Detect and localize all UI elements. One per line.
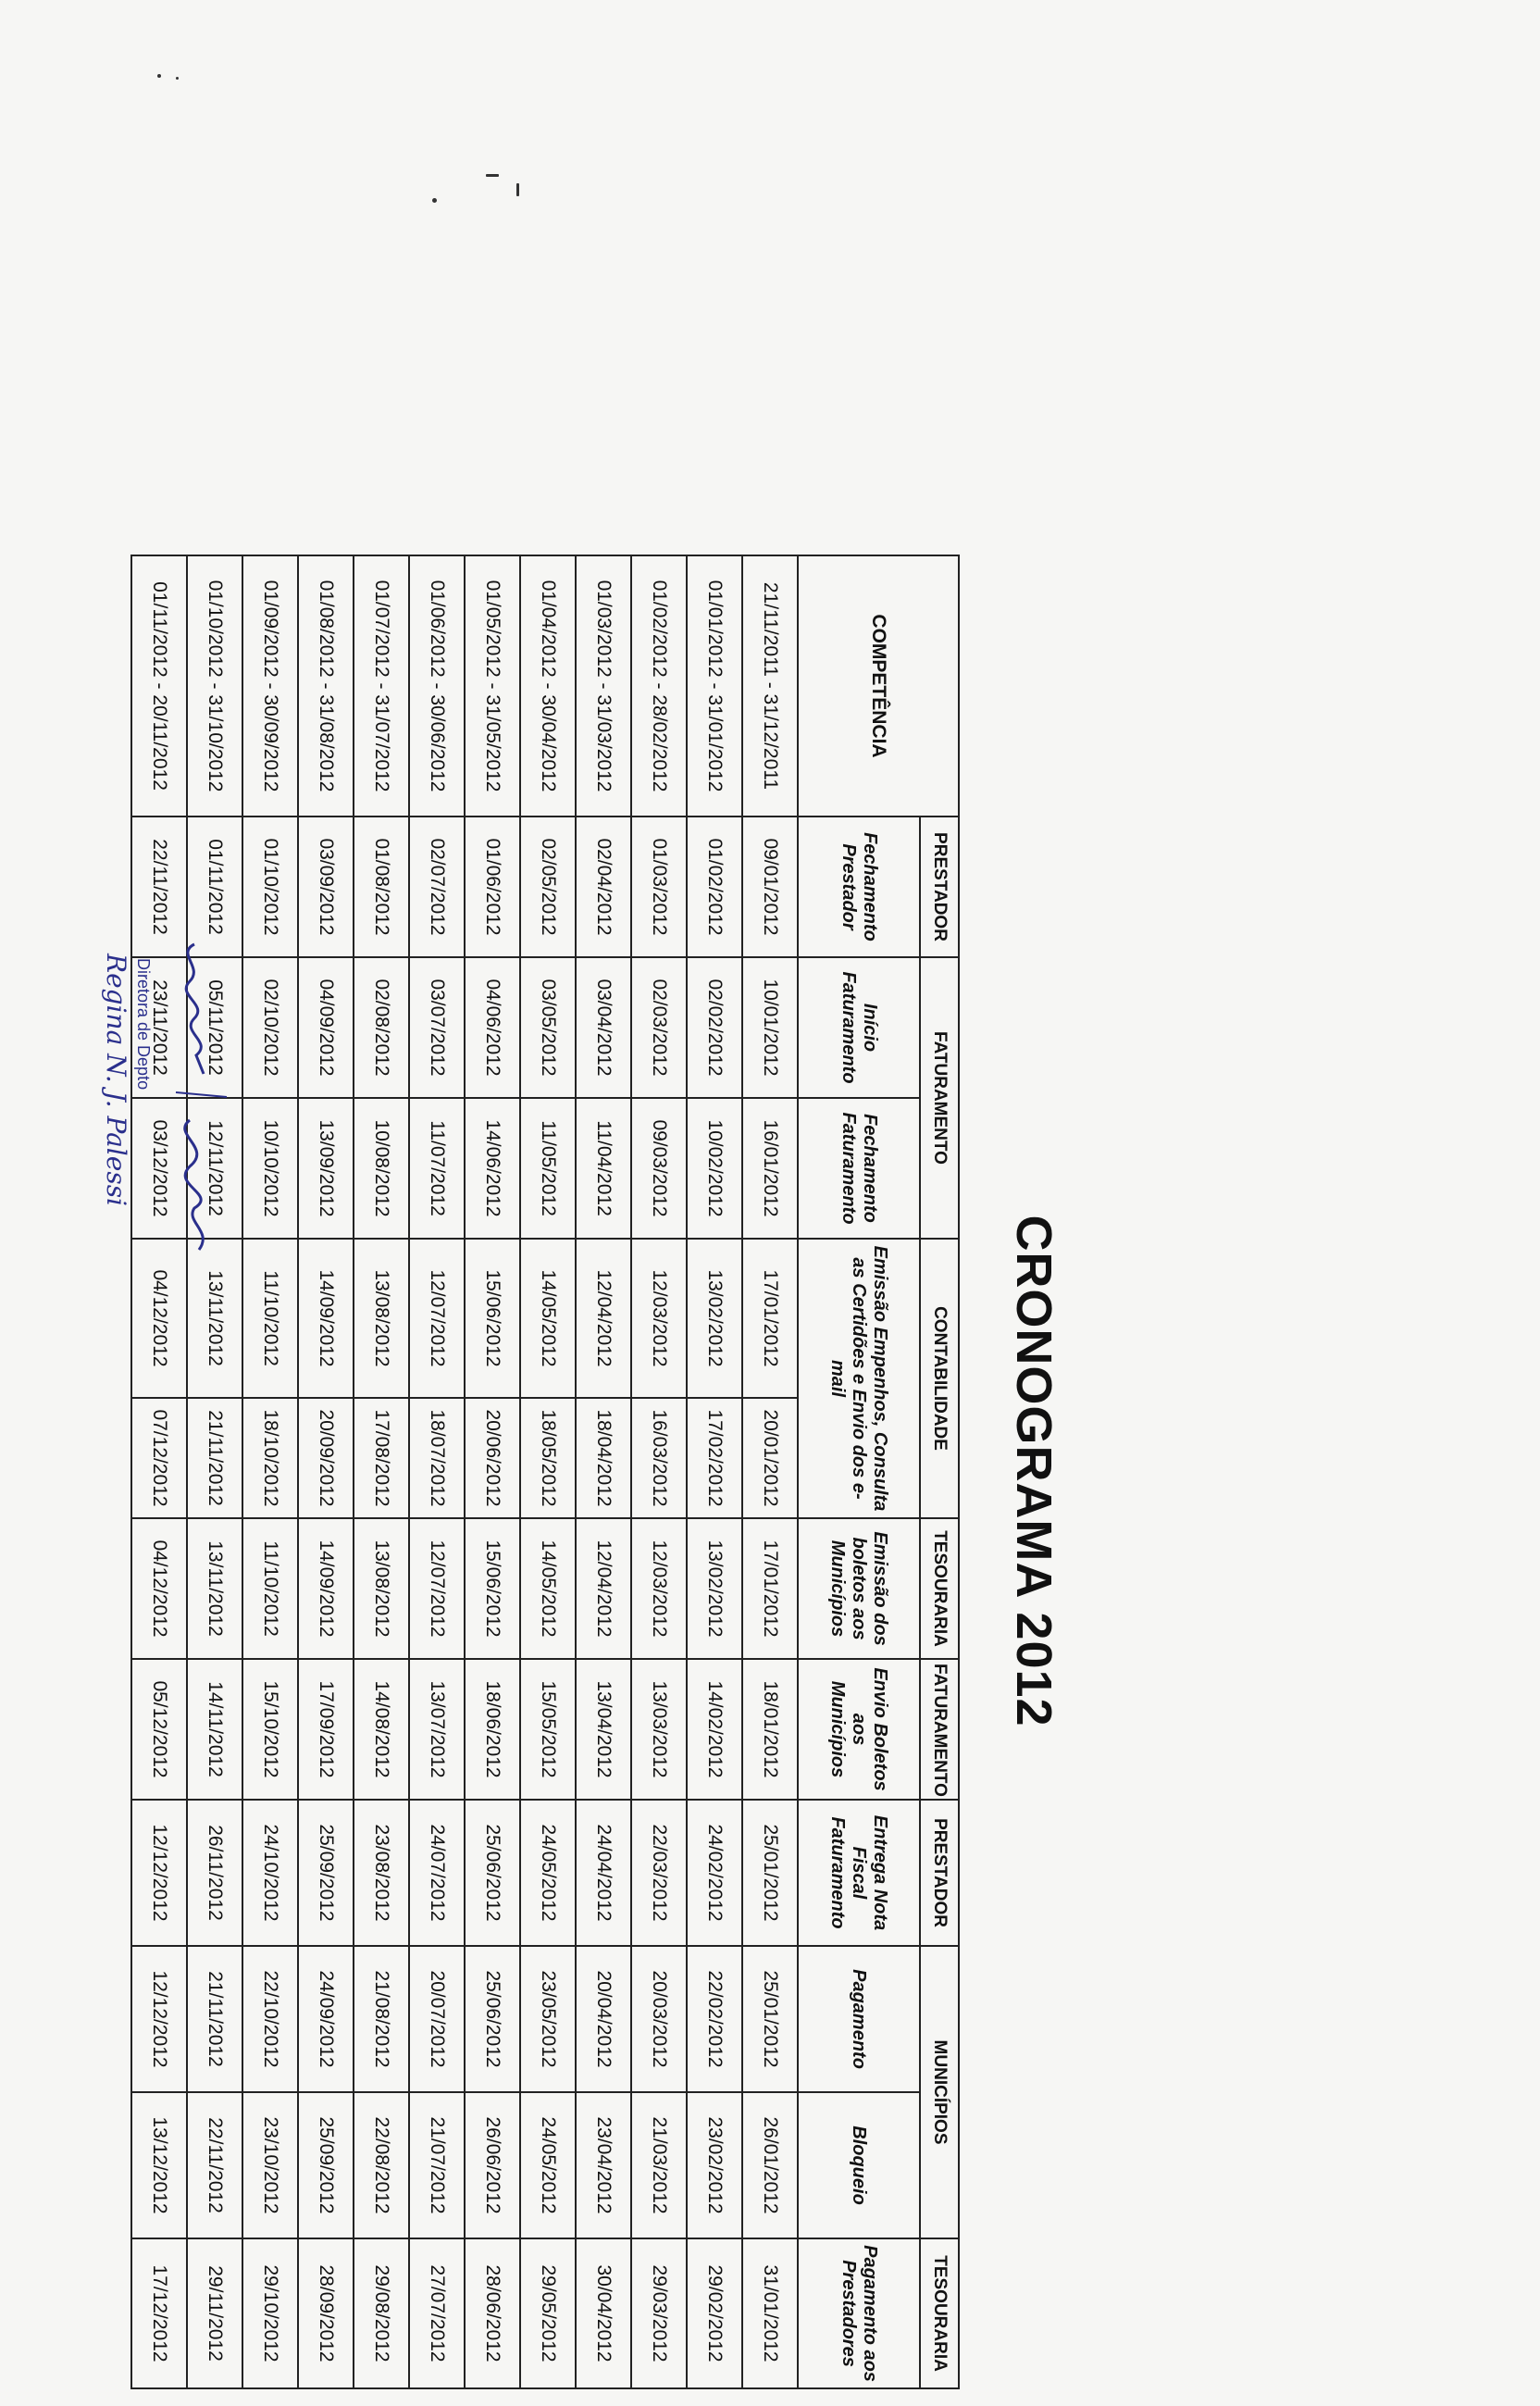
date-cell: 20/09/2012: [298, 1398, 354, 1518]
handwritten-signature: [139, 926, 278, 1342]
date-cell: 13/12/2012: [131, 2092, 187, 2238]
signer-name: Regina N. J. Palessi: [101, 954, 131, 1207]
date-cell: 26/01/2012: [742, 2092, 798, 2238]
date-cell: 16/01/2012: [742, 1098, 798, 1239]
date-cell: 12/03/2012: [631, 1239, 687, 1398]
date-cell: 11/10/2012: [242, 1239, 298, 1398]
group-contabilidade: CONTABILIDADE: [920, 1239, 959, 1518]
date-cell: 14/11/2012: [187, 1659, 242, 1800]
header-competencia: COMPETÊNCIA: [798, 555, 959, 817]
date-cell: 14/02/2012: [687, 1659, 742, 1800]
date-cell: 13/08/2012: [354, 1239, 409, 1398]
date-cell: 01/11/2012: [187, 817, 242, 957]
date-cell: 20/04/2012: [576, 1946, 631, 2092]
date-cell: 17/02/2012: [687, 1398, 742, 1518]
table-row: [409, 555, 465, 2388]
date-cell: 24/10/2012: [242, 1800, 298, 1946]
schedule-table: [130, 555, 960, 2389]
date-cell: 18/07/2012: [409, 1398, 465, 1518]
rotated-schedule-page: [57, 536, 1094, 2406]
date-cell: 15/05/2012: [520, 1659, 576, 1800]
date-cell: 11/07/2012: [409, 1098, 465, 1239]
competencia-cell: 01/03/2012 - 31/03/2012: [576, 555, 631, 817]
date-cell: 13/11/2012: [187, 1518, 242, 1659]
date-cell: 27/07/2012: [409, 2238, 465, 2388]
date-cell: 22/08/2012: [354, 2092, 409, 2238]
date-cell: 30/04/2012: [576, 2238, 631, 2388]
date-cell: 26/06/2012: [465, 2092, 520, 2238]
date-cell: 18/10/2012: [242, 1398, 298, 1518]
table-row: [298, 555, 354, 2388]
date-cell: 29/05/2012: [520, 2238, 576, 2388]
date-cell: 24/07/2012: [409, 1800, 465, 1946]
group-faturamento: FATURAMENTO: [920, 957, 959, 1239]
date-cell: 13/09/2012: [298, 1098, 354, 1239]
date-cell: 12/11/2012: [187, 1098, 242, 1239]
date-cell: 09/03/2012: [631, 1098, 687, 1239]
date-cell: 12/07/2012: [409, 1518, 465, 1659]
date-cell: 28/06/2012: [465, 2238, 520, 2388]
date-cell: 01/03/2012: [631, 817, 687, 957]
date-cell: 23/11/2012: [131, 957, 187, 1098]
date-cell: 02/03/2012: [631, 957, 687, 1098]
date-cell: 04/09/2012: [298, 957, 354, 1098]
date-cell: 12/07/2012: [409, 1239, 465, 1398]
date-cell: 01/08/2012: [354, 817, 409, 957]
date-cell: 03/09/2012: [298, 817, 354, 957]
date-cell: 12/04/2012: [576, 1239, 631, 1398]
date-cell: 24/05/2012: [520, 2092, 576, 2238]
date-cell: 13/07/2012: [409, 1659, 465, 1800]
group-tesouraria: TESOURARIA: [920, 1518, 959, 1659]
date-cell: 21/11/2012: [187, 1398, 242, 1518]
table-row: [187, 555, 242, 2388]
date-cell: 11/05/2012: [520, 1098, 576, 1239]
header-entrega-nota: Entrega Nota Fiscal Faturamento: [798, 1800, 920, 1946]
date-cell: 24/04/2012: [576, 1800, 631, 1946]
date-cell: 01/10/2012: [242, 817, 298, 957]
date-cell: 02/08/2012: [354, 957, 409, 1098]
scan-speck: [157, 74, 161, 78]
date-cell: 18/05/2012: [520, 1398, 576, 1518]
competencia-cell: 01/10/2012 - 31/10/2012: [187, 555, 242, 817]
scan-speck: [486, 174, 499, 177]
table-row: [742, 555, 798, 2388]
date-cell: 17/08/2012: [354, 1398, 409, 1518]
date-cell: 22/02/2012: [687, 1946, 742, 2092]
date-cell: 17/01/2012: [742, 1518, 798, 1659]
date-cell: 23/05/2012: [520, 1946, 576, 2092]
date-cell: 22/11/2012: [187, 2092, 242, 2238]
date-cell: 14/05/2012: [520, 1518, 576, 1659]
scan-speck: [516, 183, 519, 196]
competencia-cell: 01/01/2012 - 31/01/2012: [687, 555, 742, 817]
group-faturamento-2: FATURAMENTO: [920, 1659, 959, 1800]
date-cell: 10/08/2012: [354, 1098, 409, 1239]
date-cell: 13/02/2012: [687, 1239, 742, 1398]
date-cell: 23/10/2012: [242, 2092, 298, 2238]
date-cell: 20/03/2012: [631, 1946, 687, 2092]
date-cell: 14/09/2012: [298, 1518, 354, 1659]
group-header-row: [920, 555, 959, 2388]
header-pagamento: Pagamento: [798, 1946, 920, 2092]
date-cell: 11/04/2012: [576, 1098, 631, 1239]
date-cell: 14/06/2012: [465, 1098, 520, 1239]
date-cell: 02/02/2012: [687, 957, 742, 1098]
date-cell: 18/04/2012: [576, 1398, 631, 1518]
date-cell: 10/10/2012: [242, 1098, 298, 1239]
signer-role: Diretora de Depto: [134, 958, 153, 1091]
date-cell: 12/12/2012: [131, 1946, 187, 2092]
date-cell: 10/02/2012: [687, 1098, 742, 1239]
group-prestador: PRESTADOR: [920, 817, 959, 957]
date-cell: 13/03/2012: [631, 1659, 687, 1800]
date-cell: 31/01/2012: [742, 2238, 798, 2388]
page-title: CRONOGRAMA 2012: [1006, 1215, 1062, 1727]
header-inicio-faturamento: Início Faturamento: [798, 957, 920, 1098]
date-cell: 03/07/2012: [409, 957, 465, 1098]
date-cell: 01/02/2012: [687, 817, 742, 957]
date-cell: 01/06/2012: [465, 817, 520, 957]
competencia-cell: 01/05/2012 - 31/05/2012: [465, 555, 520, 817]
header-emissao-boletos: Emissão dos boletos aos Municípios: [798, 1518, 920, 1659]
date-cell: 22/11/2012: [131, 817, 187, 957]
date-cell: 26/11/2012: [187, 1800, 242, 1946]
date-cell: 18/01/2012: [742, 1659, 798, 1800]
competencia-cell: 01/08/2012 - 31/08/2012: [298, 555, 354, 817]
date-cell: 22/03/2012: [631, 1800, 687, 1946]
date-cell: 25/06/2012: [465, 1946, 520, 2092]
table-row: [576, 555, 631, 2388]
table-row: [131, 555, 187, 2388]
date-cell: 23/02/2012: [687, 2092, 742, 2238]
date-cell: 15/10/2012: [242, 1659, 298, 1800]
date-cell: 29/11/2012: [187, 2238, 242, 2388]
date-cell: 14/05/2012: [520, 1239, 576, 1398]
scan-speck: [432, 198, 437, 203]
header-fechamento-faturamento: Fechamento Faturamento: [798, 1098, 920, 1239]
date-cell: 03/12/2012: [131, 1098, 187, 1239]
date-cell: 02/05/2012: [520, 817, 576, 957]
column-header-row: [798, 555, 920, 2388]
date-cell: 25/01/2012: [742, 1800, 798, 1946]
date-cell: 05/11/2012: [187, 957, 242, 1098]
table-row: [687, 555, 742, 2388]
date-cell: 16/03/2012: [631, 1398, 687, 1518]
date-cell: 04/06/2012: [465, 957, 520, 1098]
date-cell: 21/08/2012: [354, 1946, 409, 2092]
group-municipios: MUNICÍPIOS: [920, 1946, 959, 2238]
header-emissao-empenhos: Emissão Empenhos, Consulta as Certidões e Envio dos e-mail: [798, 1239, 920, 1518]
date-cell: 21/07/2012: [409, 2092, 465, 2238]
date-cell: 24/02/2012: [687, 1800, 742, 1946]
date-cell: 17/12/2012: [131, 2238, 187, 2388]
date-cell: 12/12/2012: [131, 1800, 187, 1946]
date-cell: 25/09/2012: [298, 2092, 354, 2238]
date-cell: 15/06/2012: [465, 1239, 520, 1398]
date-cell: 09/01/2012: [742, 817, 798, 957]
date-cell: 12/04/2012: [576, 1518, 631, 1659]
date-cell: 05/12/2012: [131, 1659, 187, 1800]
date-cell: 03/04/2012: [576, 957, 631, 1098]
table-row: [465, 555, 520, 2388]
schedule-body: [131, 555, 798, 2388]
date-cell: 29/10/2012: [242, 2238, 298, 2388]
date-cell: 02/07/2012: [409, 817, 465, 957]
date-cell: 13/04/2012: [576, 1659, 631, 1800]
competencia-cell: 01/09/2012 - 30/09/2012: [242, 555, 298, 817]
competencia-cell: 01/02/2012 - 28/02/2012: [631, 555, 687, 817]
date-cell: 24/05/2012: [520, 1800, 576, 1946]
header-bloqueio: Bloqueio: [798, 2092, 920, 2238]
date-cell: 10/01/2012: [742, 957, 798, 1098]
date-cell: 03/05/2012: [520, 957, 576, 1098]
date-cell: 18/06/2012: [465, 1659, 520, 1800]
header-envio-boletos: Envio Boletos aos Municípios: [798, 1659, 920, 1800]
table-row: [631, 555, 687, 2388]
date-cell: 20/01/2012: [742, 1398, 798, 1518]
date-cell: 04/12/2012: [131, 1239, 187, 1398]
date-cell: 29/03/2012: [631, 2238, 687, 2388]
competencia-cell: 01/04/2012 - 30/04/2012: [520, 555, 576, 817]
date-cell: 28/09/2012: [298, 2238, 354, 2388]
table-row: [242, 555, 298, 2388]
competencia-cell: 01/11/2012 - 20/11/2012: [131, 555, 187, 817]
header-pagamento-prestadores: Pagamento aos Prestadores: [798, 2238, 920, 2388]
date-cell: 11/10/2012: [242, 1518, 298, 1659]
date-cell: 20/06/2012: [465, 1398, 520, 1518]
date-cell: 07/12/2012: [131, 1398, 187, 1518]
date-cell: 13/02/2012: [687, 1518, 742, 1659]
date-cell: 23/04/2012: [576, 2092, 631, 2238]
date-cell: 15/06/2012: [465, 1518, 520, 1659]
date-cell: 04/12/2012: [131, 1518, 187, 1659]
group-prestador-2: PRESTADOR: [920, 1800, 959, 1946]
date-cell: 13/11/2012: [187, 1239, 242, 1398]
date-cell: 22/10/2012: [242, 1946, 298, 2092]
date-cell: 21/11/2012: [187, 1946, 242, 2092]
date-cell: 25/06/2012: [465, 1800, 520, 1946]
date-cell: 17/09/2012: [298, 1659, 354, 1800]
competencia-cell: 01/07/2012 - 31/07/2012: [354, 555, 409, 817]
competencia-cell: 01/06/2012 - 30/06/2012: [409, 555, 465, 817]
date-cell: 02/04/2012: [576, 817, 631, 957]
date-cell: 14/09/2012: [298, 1239, 354, 1398]
date-cell: 14/08/2012: [354, 1659, 409, 1800]
date-cell: 25/09/2012: [298, 1800, 354, 1946]
date-cell: 13/08/2012: [354, 1518, 409, 1659]
date-cell: 24/09/2012: [298, 1946, 354, 2092]
date-cell: 29/02/2012: [687, 2238, 742, 2388]
table-row: [520, 555, 576, 2388]
date-cell: 17/01/2012: [742, 1239, 798, 1398]
date-cell: 02/10/2012: [242, 957, 298, 1098]
scan-speck: [176, 77, 179, 80]
date-cell: 25/01/2012: [742, 1946, 798, 2092]
date-cell: 23/08/2012: [354, 1800, 409, 1946]
date-cell: 12/03/2012: [631, 1518, 687, 1659]
date-cell: 20/07/2012: [409, 1946, 465, 2092]
table-row: [354, 555, 409, 2388]
competencia-cell: 21/11/2011 - 31/12/2011: [742, 555, 798, 817]
group-tesouraria-2: TESOURARIA: [920, 2238, 959, 2388]
date-cell: 21/03/2012: [631, 2092, 687, 2238]
date-cell: 29/08/2012: [354, 2238, 409, 2388]
header-fechamento-prestador: Fechamento Prestador: [798, 817, 920, 957]
